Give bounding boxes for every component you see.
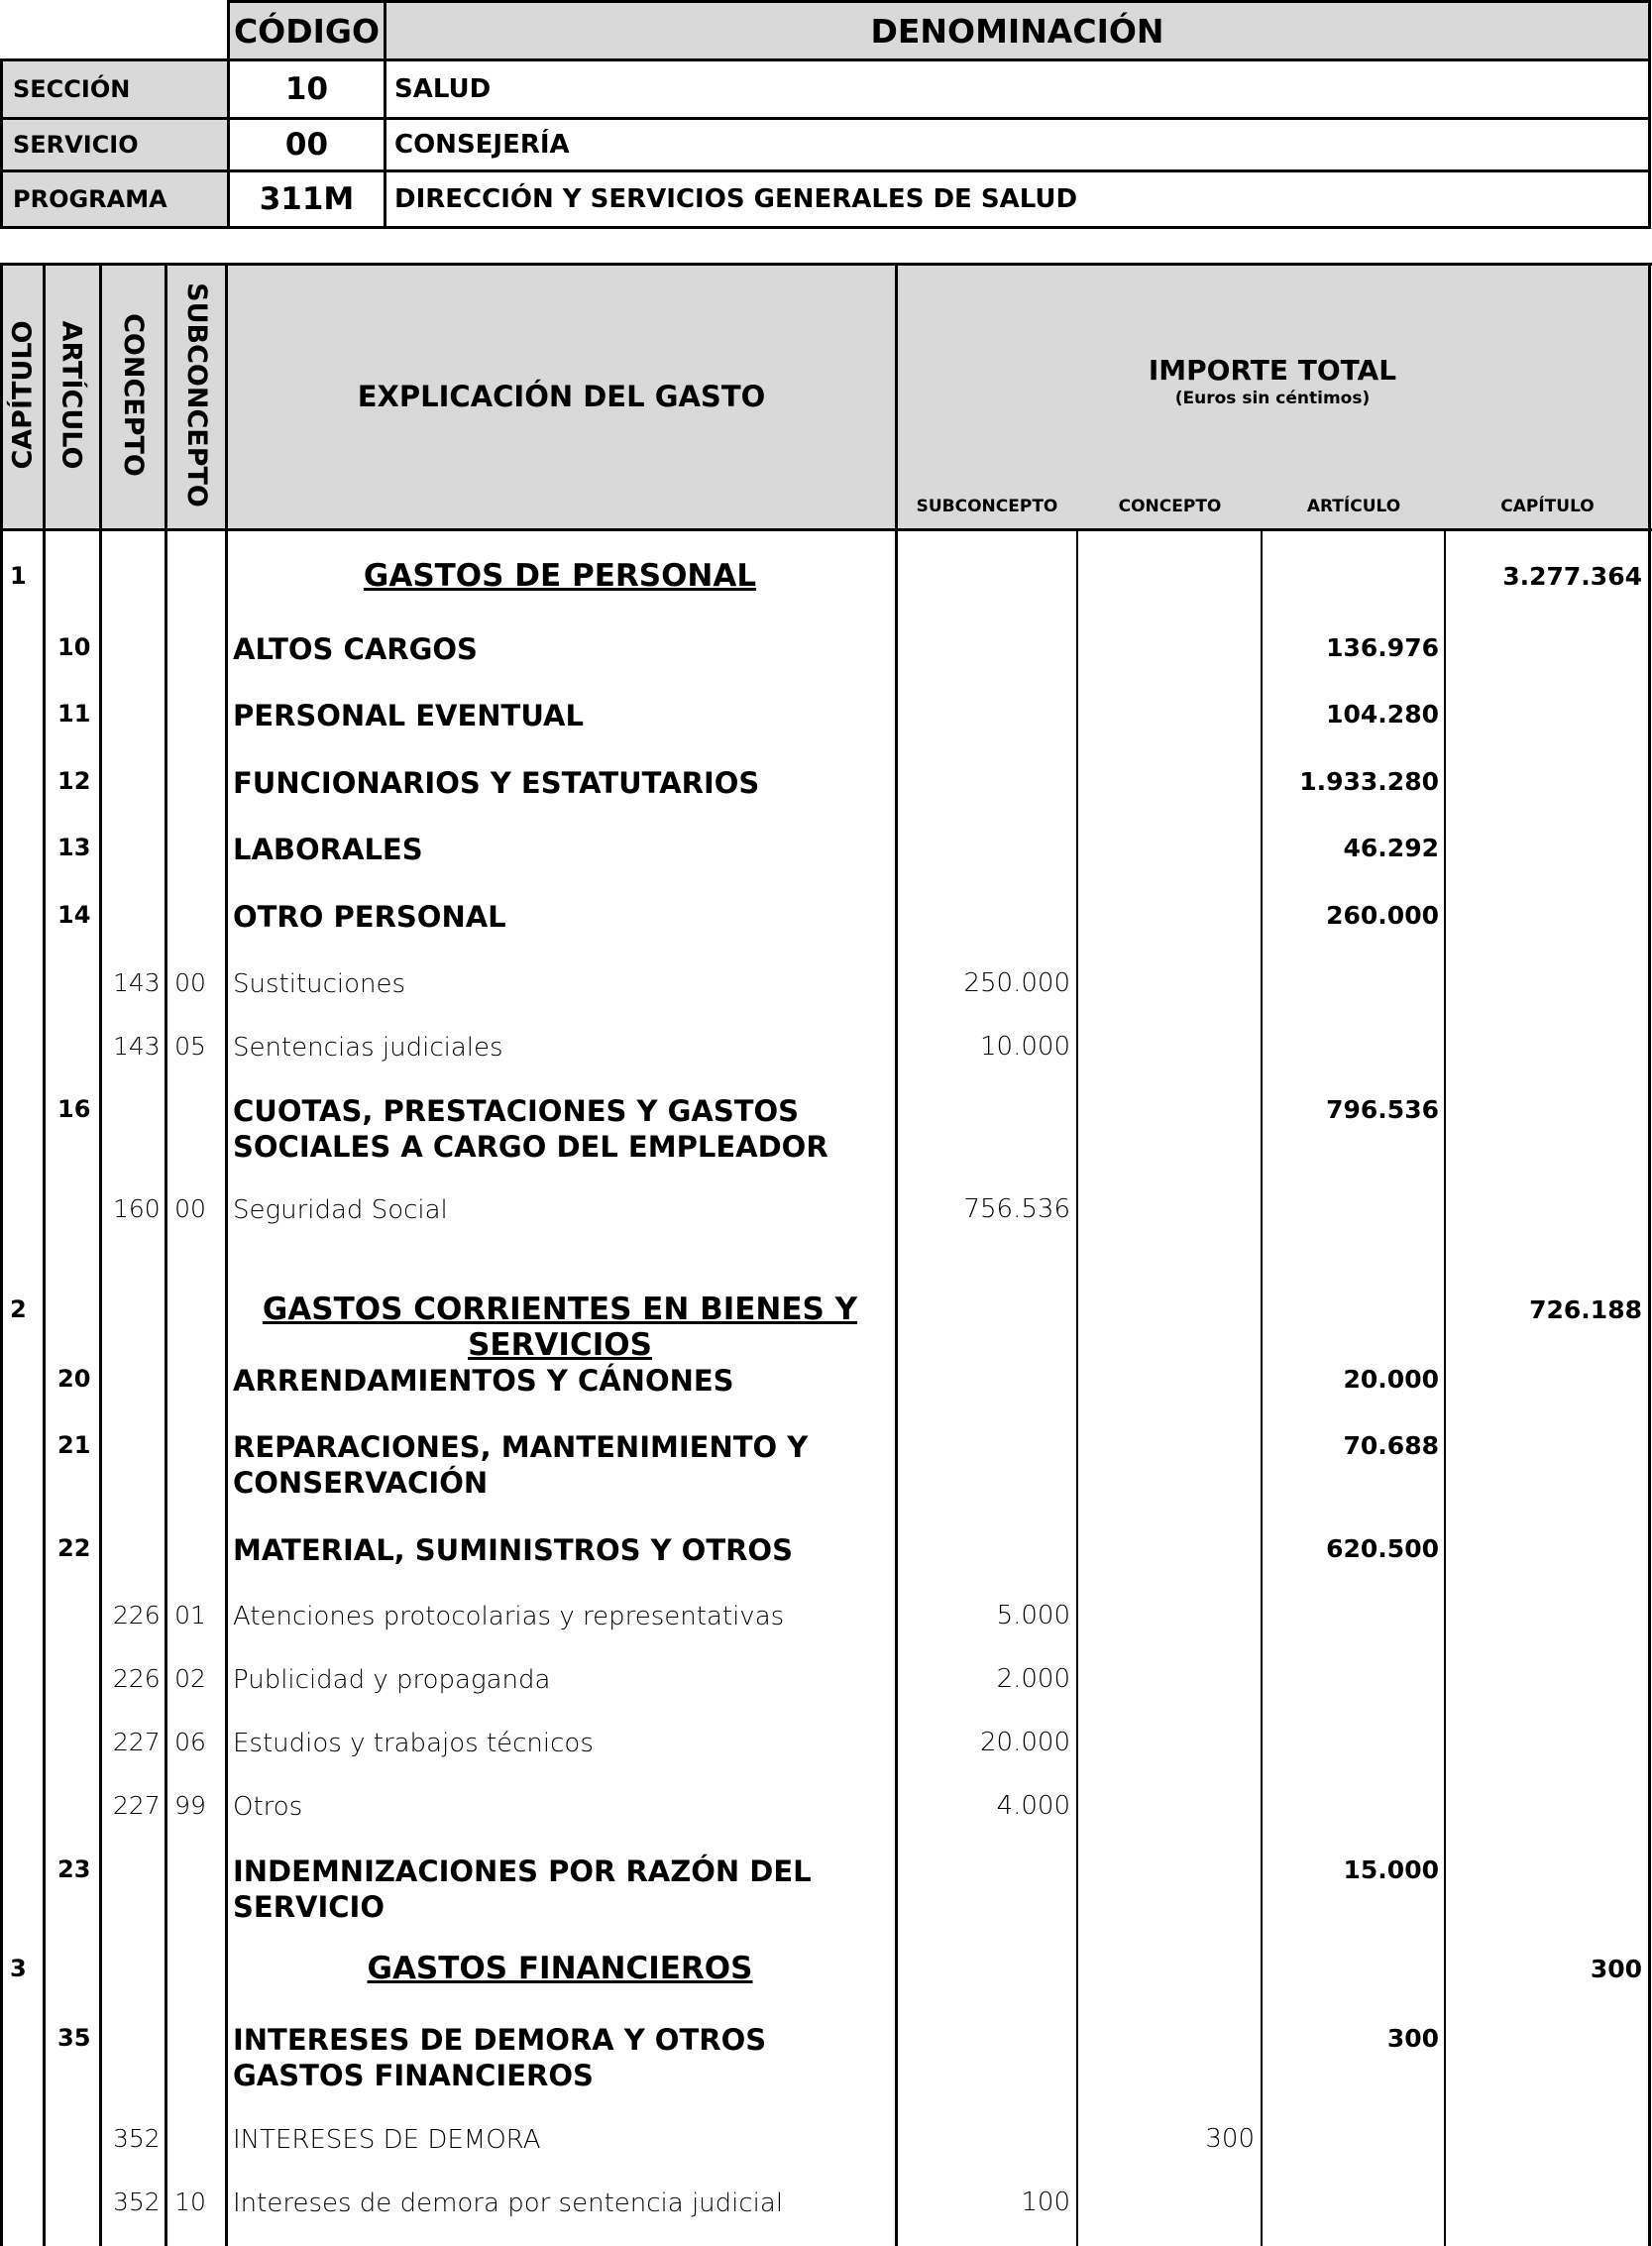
servicio-name: CONSEJERÍA: [384, 117, 1651, 172]
subconcepto-amount: 20.000: [980, 1728, 1070, 1757]
subconcepto-code: 00: [174, 968, 206, 997]
subconcepto-amount: 756.536: [963, 1194, 1070, 1224]
subconcepto-amount: 2.000: [996, 1664, 1070, 1694]
chapter-title: GASTOS CORRIENTES EN BIENES Y SERVICIOS: [262, 1291, 858, 1363]
programa-label: PROGRAMA: [0, 169, 230, 229]
expense-description: REPARACIONES, MANTENIMIENTO Y CONSERVACIÓN: [233, 1430, 809, 1500]
subconcepto-code: 10: [174, 2188, 206, 2216]
col-line-concepto: [165, 263, 167, 2246]
concepto-code: 143: [113, 968, 161, 997]
col-line-right: [1648, 263, 1651, 2246]
expense-description: CUOTAS, PRESTACIONES Y GASTOS SOCIALES A CARGO DEL EMPLEADOR: [233, 1094, 828, 1164]
expense-description: INTERESES DE DEMORA Y OTROS GASTOS FINANCIEROS: [233, 2023, 767, 2092]
articulo-code: 14: [57, 901, 91, 929]
articulo-amount: 104.280: [1326, 700, 1439, 729]
expense-description: PERSONAL EVENTUAL: [233, 699, 584, 732]
importe-col-capitulo: CAPÍTULO: [1500, 497, 1595, 516]
capitulo-code: 1: [10, 562, 27, 590]
capitulo-amount: 726.188: [1529, 1295, 1642, 1324]
expense-description: Publicidad y propaganda: [233, 1665, 551, 1695]
capitulo-amount: 3.277.364: [1502, 562, 1642, 591]
articulo-code: 16: [57, 1095, 91, 1123]
concepto-code: 352: [113, 2188, 161, 2216]
table-header-divider: [0, 528, 1652, 531]
programa-code: 311M: [227, 169, 386, 229]
articulo-amount: 70.688: [1343, 1431, 1439, 1460]
articulo-code: 21: [57, 1431, 91, 1459]
concepto-heading: CONCEPTO: [117, 312, 149, 477]
col-line-subconcepto: [225, 263, 228, 2246]
articulo-amount: 1.933.280: [1299, 767, 1439, 796]
importe-note: (Euros sin céntimos): [1174, 389, 1371, 408]
articulo-code: 12: [57, 767, 91, 795]
subconcepto-amount: 100: [1021, 2188, 1070, 2217]
concepto-code: 160: [113, 1194, 161, 1223]
expense-description: Sentencias judiciales: [233, 1033, 503, 1063]
articulo-code: 23: [57, 1855, 91, 1883]
expense-description: ARRENDAMIENTOS Y CÁNONES: [233, 1364, 734, 1398]
subconcepto-code: 05: [174, 1032, 206, 1061]
subconcepto-amount: 4.000: [996, 1791, 1070, 1821]
codigo-heading: CÓDIGO: [227, 0, 386, 61]
articulo-amount: 136.976: [1326, 633, 1439, 662]
expense-description: FUNCIONARIOS Y ESTATUTARIOS: [233, 766, 760, 800]
articulo-amount: 46.292: [1343, 834, 1439, 862]
importe-col-articulo: ARTÍCULO: [1306, 497, 1401, 516]
subconcepto-heading: SUBCONCEPTO: [180, 281, 212, 507]
concepto-code: 352: [113, 2124, 161, 2153]
expense-description: Sustituciones: [233, 969, 406, 999]
subconcepto-amount: 10.000: [980, 1032, 1070, 1062]
seccion-label: SECCIÓN: [0, 58, 230, 120]
articulo-code: 11: [57, 700, 91, 728]
capitulo-heading: CAPÍTULO: [7, 319, 39, 470]
expense-description: Atenciones protocolarias y representativas: [233, 1602, 785, 1631]
concepto-amount: 300: [1205, 2124, 1255, 2154]
concepto-code: 226: [113, 1664, 161, 1693]
articulo-code: 13: [57, 834, 91, 861]
expense-description: Estudios y trabajos técnicos: [233, 1729, 594, 1758]
concepto-code: 143: [113, 1032, 161, 1061]
importe-col-concepto: CONCEPTO: [1118, 497, 1222, 516]
articulo-code: 22: [57, 1534, 91, 1562]
articulo-amount: 796.536: [1326, 1095, 1439, 1124]
subconcepto-code: 99: [174, 1791, 206, 1820]
articulo-code: 35: [57, 2024, 91, 2052]
identification-header: [0, 0, 1652, 230]
servicio-label: SERVICIO: [0, 117, 230, 172]
articulo-amount: 260.000: [1326, 901, 1439, 930]
importe-col-subconcepto: SUBCONCEPTO: [916, 497, 1058, 516]
expense-description: OTRO PERSONAL: [233, 900, 506, 934]
subconcepto-code: 06: [174, 1728, 206, 1756]
subconcepto-code: 01: [174, 1601, 206, 1629]
articulo-heading: ARTÍCULO: [55, 320, 87, 469]
seccion-name: SALUD: [384, 58, 1651, 120]
articulo-amount: 620.500: [1326, 1534, 1439, 1563]
subconcepto-code: 00: [174, 1194, 206, 1223]
seccion-code: 10: [227, 58, 386, 120]
articulo-amount: 15.000: [1343, 1855, 1439, 1884]
explicacion-heading: EXPLICACIÓN DEL GASTO: [357, 380, 766, 413]
expense-description: LABORALES: [233, 833, 423, 866]
col-line-capitulo: [43, 263, 46, 2246]
subconcepto-amount: 5.000: [996, 1601, 1070, 1630]
articulo-amount: 20.000: [1343, 1365, 1439, 1394]
col-line-v-articulo: [1444, 528, 1446, 2246]
expense-description: Seguridad Social: [233, 1195, 448, 1225]
subconcepto-amount: 250.000: [963, 968, 1070, 998]
capitulo-code: 2: [10, 1295, 27, 1323]
articulo-code: 10: [57, 633, 91, 661]
col-line-v-concepto: [1261, 528, 1263, 2246]
expense-description: INDEMNIZACIONES POR RAZÓN DEL SERVICIO: [233, 1854, 812, 1924]
col-line-articulo: [99, 263, 102, 2246]
expense-description: Intereses de demora por sentencia judicial: [233, 2189, 784, 2218]
articulo-code: 20: [57, 1365, 91, 1393]
concepto-code: 227: [113, 1728, 161, 1756]
programa-name: DIRECCIÓN Y SERVICIOS GENERALES DE SALUD: [384, 169, 1651, 229]
chapter-title: GASTOS FINANCIEROS: [367, 1951, 753, 1986]
denominacion-heading: DENOMINACIÓN: [384, 0, 1651, 61]
expense-description: MATERIAL, SUMINISTROS Y OTROS: [233, 1533, 793, 1567]
col-line-left: [0, 263, 3, 2246]
chapter-title: GASTOS DE PERSONAL: [363, 558, 757, 594]
concepto-code: 227: [113, 1791, 161, 1820]
table-top-border: [0, 263, 1652, 266]
capitulo-code: 3: [10, 1955, 27, 1982]
col-line-v-subconcepto: [1076, 528, 1078, 2246]
articulo-amount: 300: [1386, 2024, 1439, 2053]
expense-description: Otros: [233, 1792, 303, 1822]
expense-description: INTERESES DE DEMORA: [233, 2125, 541, 2155]
servicio-code: 00: [227, 117, 386, 172]
capitulo-amount: 300: [1590, 1955, 1642, 1983]
col-line-explicacion: [895, 263, 898, 2246]
concepto-code: 226: [113, 1601, 161, 1629]
expense-description: ALTOS CARGOS: [233, 632, 478, 666]
importe-total-heading: IMPORTE TOTAL: [1148, 354, 1397, 387]
subconcepto-code: 02: [174, 1664, 206, 1693]
budget-table: [0, 263, 1652, 2246]
